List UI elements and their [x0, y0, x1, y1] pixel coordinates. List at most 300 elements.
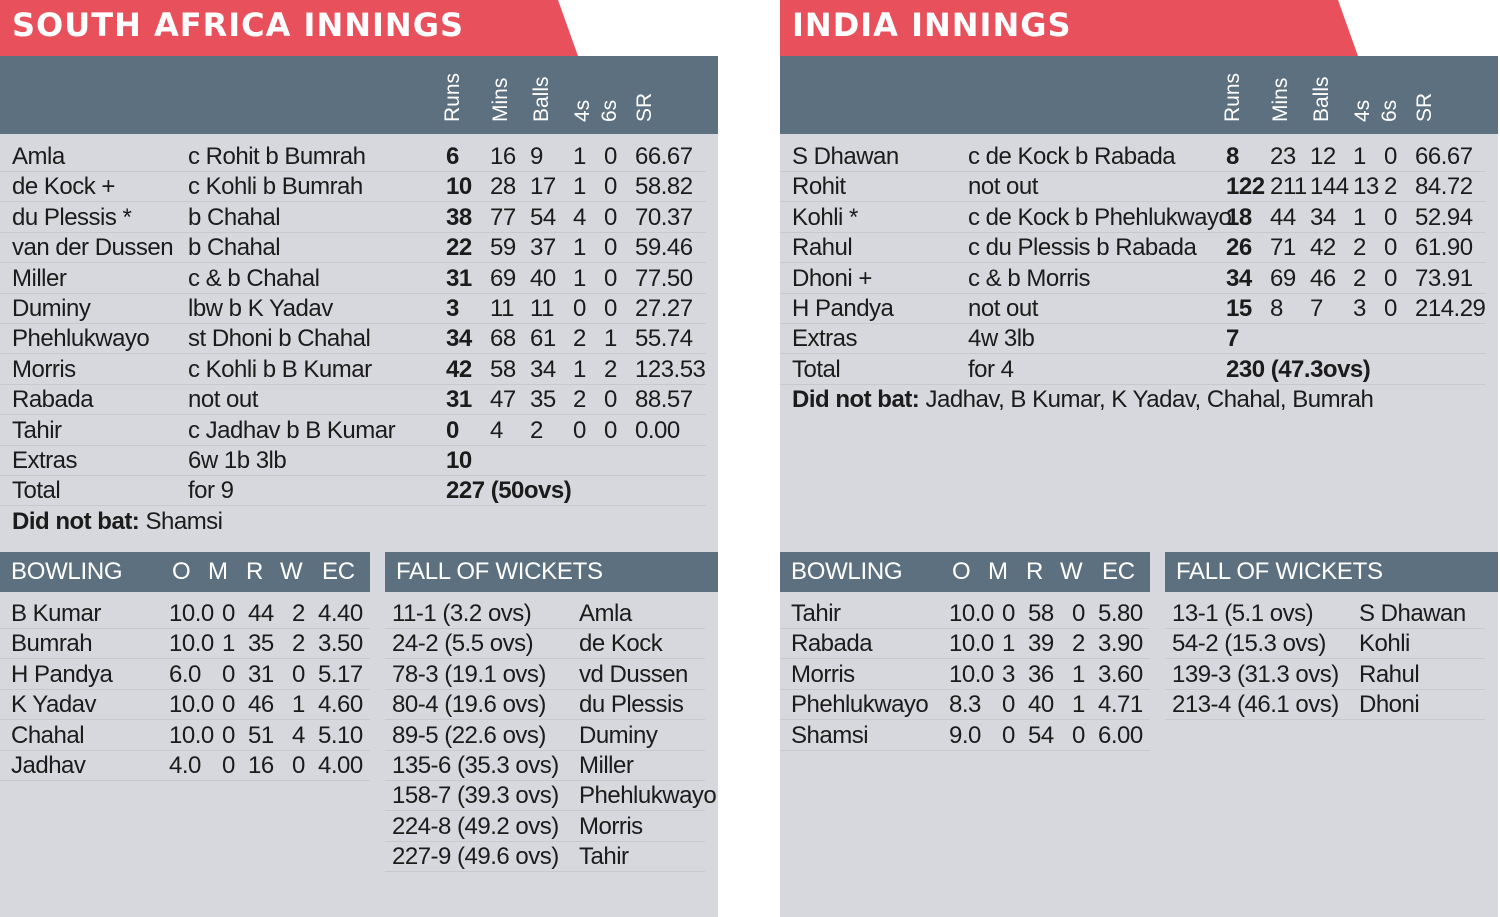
extras-row-detail: 6w 1b 3lb	[188, 447, 287, 474]
batting-mins: 23	[1270, 143, 1296, 170]
fall-of-wickets-row	[385, 689, 705, 720]
did-not-bat	[12, 508, 223, 536]
bowling-m: 1	[222, 630, 235, 658]
bowling-w: 0	[292, 752, 305, 779]
batting-balls: 40	[530, 264, 556, 292]
batting-row	[0, 141, 706, 172]
total-row	[0, 475, 706, 506]
fow-player: Duminy	[579, 721, 658, 749]
batting-name: Amla	[12, 143, 65, 170]
batting-name: Kohli *	[792, 203, 858, 231]
batting-column-header-label: 6s	[1378, 99, 1401, 122]
bowling-ec: 4.00	[318, 752, 363, 779]
batting-name: du Plessis *	[12, 203, 132, 231]
bowling-w: 2	[292, 630, 305, 658]
fow-score: 11-1 (3.2 ovs)	[392, 600, 532, 627]
batting-mins: 8	[1270, 295, 1283, 322]
bowling-column-header: EC	[322, 558, 355, 585]
bowling-row	[0, 598, 370, 629]
batting-dismissal: c & b Morris	[968, 264, 1091, 292]
batting-dismissal: st Dhoni b Chahal	[188, 325, 371, 353]
batting-column-header	[489, 62, 515, 122]
batting-sixes: 0	[1384, 234, 1397, 262]
bowling-row	[780, 720, 1150, 751]
batting-fours: 1	[573, 173, 586, 201]
bowling-row	[0, 689, 370, 720]
bowling-column-header: O	[952, 558, 971, 585]
batting-balls: 61	[530, 325, 556, 353]
bowling-name: Bumrah	[11, 630, 93, 658]
total-row-runs: 227 (50ovs)	[446, 477, 572, 505]
fow-score: 80-4 (19.6 ovs)	[392, 691, 546, 719]
batting-mins: 11	[490, 295, 514, 322]
bowling-column-header: R	[246, 558, 264, 585]
batting-column-header-label: Balls	[530, 76, 553, 122]
batting-sr: 77.50	[635, 264, 693, 292]
batting-dismissal: lbw b K Yadav	[188, 295, 333, 322]
bowling-r: 35	[248, 630, 274, 658]
batting-sr: 0.00	[635, 416, 680, 444]
batting-fours: 1	[573, 264, 586, 292]
batting-name: Rahul	[792, 234, 853, 262]
fall-of-wickets-title: FALL OF WICKETS	[396, 558, 603, 585]
batting-dismissal: c Jadhav b B Kumar	[188, 416, 396, 444]
bowling-ec: 5.10	[318, 721, 363, 749]
batting-row	[0, 323, 706, 354]
bowling-ec: 4.60	[318, 691, 363, 719]
bowling-name: Morris	[791, 660, 855, 688]
batting-fours: 1	[1353, 143, 1366, 170]
fow-score: 213-4 (46.1 ovs)	[1172, 691, 1339, 719]
bowling-column-header: M	[208, 558, 228, 585]
batting-sixes: 0	[604, 416, 617, 444]
fow-score: 224-8 (49.2 ovs)	[392, 812, 559, 840]
batting-fours: 1	[573, 143, 586, 170]
bowling-r: 54	[1028, 721, 1054, 749]
fow-player: Amla	[579, 600, 632, 627]
batting-sixes: 0	[604, 264, 617, 292]
bowling-header	[0, 552, 370, 592]
south-africa-innings-panel	[0, 0, 720, 917]
fow-player: Morris	[579, 812, 643, 840]
batting-column-header-label: 4s	[1351, 99, 1374, 122]
batting-runs: 0	[446, 416, 459, 444]
batting-name: de Kock +	[12, 173, 115, 201]
batting-runs: 8	[1226, 143, 1239, 170]
bowling-m: 1	[1002, 630, 1015, 658]
batting-fours: 0	[573, 295, 586, 322]
fow-score: 158-7 (39.3 ovs)	[392, 782, 559, 810]
batting-column-header-label: Mins	[489, 77, 512, 122]
bowling-name: K Yadav	[11, 691, 97, 719]
batting-dismissal: not out	[968, 173, 1038, 201]
batting-runs: 10	[446, 173, 472, 201]
bowling-o: 8.3	[949, 691, 981, 719]
bowling-w: 1	[1072, 691, 1085, 719]
bowling-m: 0	[222, 660, 235, 688]
bowling-ec: 5.17	[318, 660, 363, 688]
batting-sr: 55.74	[635, 325, 693, 353]
bowling-o: 10.0	[949, 600, 994, 627]
bowling-r: 31	[248, 660, 274, 688]
batting-sixes: 2	[604, 355, 617, 383]
batting-column-header	[441, 62, 467, 122]
bowling-title: BOWLING	[791, 558, 903, 585]
fow-score: 13-1 (5.1 ovs)	[1172, 600, 1314, 627]
batting-runs: 18	[1226, 203, 1252, 231]
batting-column-header	[1221, 62, 1247, 122]
batting-dismissal: not out	[968, 295, 1038, 322]
batting-column-header	[1269, 62, 1295, 122]
batting-sixes: 0	[1384, 264, 1397, 292]
fall-of-wickets-row	[385, 841, 705, 872]
batting-balls: 34	[1310, 203, 1336, 231]
batting-fours: 0	[573, 416, 586, 444]
bowling-m: 0	[222, 691, 235, 719]
fow-player: Miller	[579, 752, 634, 779]
batting-fours: 1	[573, 355, 586, 383]
bowling-o: 10.0	[169, 600, 214, 627]
batting-column-header-label: SR	[633, 92, 656, 122]
fall-of-wickets-row	[385, 811, 705, 842]
fow-player: du Plessis	[579, 691, 684, 719]
batting-name: Dhoni +	[792, 264, 872, 292]
bowling-name: H Pandya	[11, 660, 113, 688]
bowling-r: 44	[248, 600, 274, 627]
batting-mins: 44	[1270, 203, 1296, 231]
batting-runs: 3	[446, 295, 459, 322]
total-row-detail: for 9	[188, 477, 234, 505]
bowling-o: 6.0	[169, 660, 201, 688]
batting-runs: 122	[1226, 173, 1265, 201]
batting-mins: 58	[490, 355, 516, 383]
bowling-r: 16	[248, 752, 274, 779]
batting-name: S Dhawan	[792, 143, 899, 170]
bowling-m: 0	[222, 752, 235, 779]
fow-score: 227-9 (49.6 ovs)	[392, 843, 559, 871]
fow-score: 89-5 (22.6 ovs)	[392, 721, 546, 749]
bowling-w: 1	[292, 691, 305, 719]
bowling-r: 36	[1028, 660, 1054, 688]
total-row-label: Total	[12, 477, 61, 505]
batting-row	[0, 263, 706, 294]
batting-name: H Pandya	[792, 295, 894, 322]
batting-fours: 1	[1353, 203, 1366, 231]
fall-of-wickets-row	[385, 628, 705, 659]
batting-sr: 27.27	[635, 295, 693, 322]
batting-balls: 2	[530, 416, 543, 444]
fow-player: S Dhawan	[1359, 600, 1466, 627]
batting-name: Duminy	[12, 295, 91, 322]
extras-row-runs: 7	[1226, 325, 1239, 353]
bowling-o: 10.0	[949, 630, 994, 658]
bowling-column-header: W	[280, 558, 303, 585]
bowling-name: Rabada	[791, 630, 873, 658]
bowling-m: 3	[1002, 660, 1015, 688]
bowling-ec: 5.80	[1098, 600, 1143, 627]
bowling-m: 0	[1002, 691, 1015, 719]
batting-column-header-label: 4s	[571, 99, 594, 122]
bowling-w: 2	[292, 600, 305, 627]
batting-sr: 58.82	[635, 173, 693, 201]
fow-score: 135-6 (35.3 ovs)	[392, 752, 559, 779]
fall-of-wickets-row	[1165, 689, 1485, 720]
batting-sixes: 0	[604, 295, 617, 322]
batting-mins: 68	[490, 325, 516, 353]
bowling-row	[0, 659, 370, 690]
batting-fours: 13	[1353, 173, 1379, 201]
batting-sr: 61.90	[1415, 234, 1473, 262]
fall-of-wickets-title: FALL OF WICKETS	[1176, 558, 1383, 585]
batting-dismissal: b Chahal	[188, 203, 281, 231]
batting-mins: 77	[490, 203, 516, 231]
batting-sixes: 0	[1384, 203, 1397, 231]
bowling-column-header: R	[1026, 558, 1044, 585]
bowling-m: 0	[1002, 600, 1015, 627]
bowling-r: 40	[1028, 691, 1054, 719]
batting-row	[0, 232, 706, 263]
innings-title: INDIA INNINGS	[792, 6, 1072, 44]
total-row-detail: for 4	[968, 355, 1014, 383]
fall-of-wickets-header	[1165, 552, 1498, 592]
batting-dismissal: c de Kock b Rabada	[968, 143, 1176, 170]
batting-header	[0, 56, 718, 134]
bowling-column-header: EC	[1102, 558, 1135, 585]
batting-balls: 46	[1310, 264, 1336, 292]
bowling-w: 2	[1072, 630, 1085, 658]
batting-sr: 214.29	[1415, 295, 1486, 322]
fall-of-wickets-row	[385, 780, 717, 811]
bowling-ec: 4.40	[318, 600, 363, 627]
batting-row	[0, 202, 706, 233]
bowling-w: 0	[292, 660, 305, 688]
bowling-column-header: W	[1060, 558, 1083, 585]
fall-of-wickets-row	[385, 720, 705, 751]
bowling-ec: 3.50	[318, 630, 363, 658]
batting-column-header-label: 6s	[598, 99, 621, 122]
batting-balls: 17	[530, 173, 556, 201]
bowling-w: 1	[1072, 660, 1085, 688]
bowling-ec: 3.60	[1098, 660, 1143, 688]
india-innings-panel	[780, 0, 1500, 917]
batting-column-header	[1378, 62, 1404, 122]
batting-mins: 59	[490, 234, 516, 262]
batting-runs: 31	[446, 386, 472, 414]
bowling-header	[780, 552, 1150, 592]
bowling-row	[0, 720, 370, 751]
total-row	[780, 354, 1486, 385]
bowling-o: 10.0	[169, 691, 214, 719]
batting-runs: 26	[1226, 234, 1252, 262]
batting-fours: 1	[573, 234, 586, 262]
batting-sr: 123.53	[635, 355, 706, 383]
batting-sr: 59.46	[635, 234, 693, 262]
bowling-r: 58	[1028, 600, 1054, 627]
batting-sixes: 0	[604, 386, 617, 414]
batting-fours: 2	[573, 386, 586, 414]
batting-runs: 31	[446, 264, 472, 292]
bowling-w: 0	[1072, 721, 1085, 749]
bowling-o: 9.0	[949, 721, 981, 749]
batting-balls: 144	[1310, 173, 1349, 201]
batting-name: Phehlukwayo	[12, 325, 150, 353]
extras-row-runs: 10	[446, 447, 472, 474]
batting-dismissal: b Chahal	[188, 234, 281, 262]
batting-column-header	[1413, 62, 1439, 122]
bowling-o: 4.0	[169, 752, 201, 779]
bowling-ec: 3.90	[1098, 630, 1143, 658]
batting-column-header	[1310, 62, 1336, 122]
batting-runs: 22	[446, 234, 472, 262]
batting-mins: 69	[490, 264, 516, 292]
fow-player: Rahul	[1359, 660, 1420, 688]
batting-row	[0, 354, 706, 385]
extras-row	[0, 445, 706, 476]
batting-balls: 35	[530, 386, 556, 414]
did-not-bat	[792, 386, 1373, 414]
bowling-row	[780, 689, 1150, 720]
batting-row	[0, 415, 706, 446]
batting-sixes: 2	[1384, 173, 1397, 201]
batting-mins: 211	[1270, 173, 1307, 201]
total-row-label: Total	[792, 355, 841, 383]
batting-sixes: 0	[604, 203, 617, 231]
fall-of-wickets-row	[1165, 628, 1485, 659]
batting-runs: 15	[1226, 295, 1252, 322]
fall-of-wickets-row	[1165, 659, 1485, 690]
batting-mins: 69	[1270, 264, 1296, 292]
bowling-name: Tahir	[791, 600, 841, 627]
bowling-name: Shamsi	[791, 721, 869, 749]
batting-balls: 37	[530, 234, 556, 262]
bowling-name: Chahal	[11, 721, 85, 749]
batting-name: Rabada	[12, 386, 94, 414]
batting-column-header-label: SR	[1413, 92, 1436, 122]
fall-of-wickets-row	[385, 598, 705, 629]
batting-fours: 2	[573, 325, 586, 353]
bowling-w: 0	[1072, 600, 1085, 627]
batting-runs: 38	[446, 203, 472, 231]
bowling-name: Jadhav	[11, 752, 86, 779]
batting-sixes: 0	[604, 234, 617, 262]
bowling-o: 10.0	[169, 630, 214, 658]
batting-balls: 34	[530, 355, 556, 383]
bowling-column-header: O	[172, 558, 191, 585]
fow-player: de Kock	[579, 630, 663, 658]
batting-name: Rohit	[792, 173, 846, 201]
fow-player: Kohli	[1359, 630, 1410, 658]
batting-column-header	[598, 62, 624, 122]
bowling-r: 46	[248, 691, 274, 719]
fall-of-wickets-row	[1165, 598, 1485, 629]
batting-balls: 42	[1310, 234, 1336, 262]
batting-row	[780, 232, 1486, 263]
batting-mins: 28	[490, 173, 516, 201]
fall-of-wickets-row	[385, 659, 705, 690]
batting-runs: 6	[446, 143, 459, 170]
bowling-m: 0	[1002, 721, 1015, 749]
batting-sixes: 1	[604, 325, 617, 353]
batting-sr: 66.67	[1415, 143, 1473, 170]
bowling-row	[780, 659, 1150, 690]
bowling-ec: 4.71	[1098, 691, 1143, 719]
fow-score: 54-2 (15.3 ovs)	[1172, 630, 1326, 658]
fow-player: Phehlukwayo	[579, 782, 717, 810]
fow-player: vd Dussen	[579, 660, 688, 688]
did-not-bat-players: Shamsi	[145, 507, 223, 535]
fow-player: Dhoni	[1359, 691, 1420, 719]
batting-dismissal: c Rohit b Bumrah	[188, 143, 366, 170]
batting-dismissal: c Kohli b B Kumar	[188, 355, 372, 383]
batting-balls: 9	[530, 143, 543, 170]
batting-dismissal: c Kohli b Bumrah	[188, 173, 363, 201]
bowling-m: 0	[222, 721, 235, 749]
batting-sr: 84.72	[1415, 173, 1473, 201]
bowling-row	[0, 750, 370, 781]
bowling-m: 0	[222, 600, 235, 627]
batting-sixes: 0	[1384, 295, 1397, 322]
batting-mins: 47	[490, 386, 516, 414]
extras-row-label: Extras	[12, 447, 78, 474]
extras-row-detail: 4w 3lb	[968, 325, 1035, 353]
batting-column-header	[571, 62, 597, 122]
batting-runs: 42	[446, 355, 472, 383]
batting-mins: 4	[490, 416, 503, 444]
total-row-runs: 230 (47.3ovs)	[1226, 355, 1371, 383]
batting-mins: 71	[1270, 234, 1296, 262]
batting-column-header	[1351, 62, 1377, 122]
batting-sr: 66.67	[635, 143, 693, 170]
batting-column-header-label: Mins	[1269, 77, 1292, 122]
batting-column-header-label: Runs	[441, 72, 464, 122]
batting-sixes: 0	[1384, 143, 1397, 170]
batting-row	[780, 263, 1486, 294]
batting-row	[780, 202, 1486, 233]
batting-row	[780, 293, 1486, 324]
batting-header	[780, 56, 1498, 134]
batting-mins: 16	[490, 143, 516, 170]
did-not-bat-players: Jadhav, B Kumar, K Yadav, Chahal, Bumrah	[925, 386, 1374, 414]
batting-sixes: 0	[604, 173, 617, 201]
batting-row	[0, 384, 706, 415]
bowling-title: BOWLING	[11, 558, 123, 585]
bowling-ec: 6.00	[1098, 721, 1143, 749]
batting-balls: 54	[530, 203, 556, 231]
batting-fours: 2	[1353, 264, 1366, 292]
batting-dismissal: c du Plessis b Rabada	[968, 234, 1197, 262]
batting-sr: 52.94	[1415, 203, 1473, 231]
batting-sixes: 0	[604, 143, 617, 170]
batting-name: Tahir	[12, 416, 62, 444]
batting-sr: 70.37	[635, 203, 693, 231]
bowling-r: 51	[248, 721, 274, 749]
bowling-w: 4	[292, 721, 305, 749]
batting-runs: 34	[1226, 264, 1252, 292]
bowling-column-header: M	[988, 558, 1008, 585]
fow-score: 78-3 (19.1 ovs)	[392, 660, 546, 688]
fow-player: Tahir	[579, 843, 629, 871]
fall-of-wickets-row	[385, 750, 705, 781]
fall-of-wickets-header	[385, 552, 718, 592]
extras-row	[780, 323, 1486, 354]
bowling-row	[780, 628, 1150, 659]
bowling-o: 10.0	[949, 660, 994, 688]
batting-column-header	[633, 62, 659, 122]
did-not-bat-label: Did not bat:	[12, 507, 140, 535]
batting-column-header	[530, 62, 556, 122]
batting-row	[780, 171, 1486, 202]
innings-title: SOUTH AFRICA INNINGS	[12, 6, 465, 44]
